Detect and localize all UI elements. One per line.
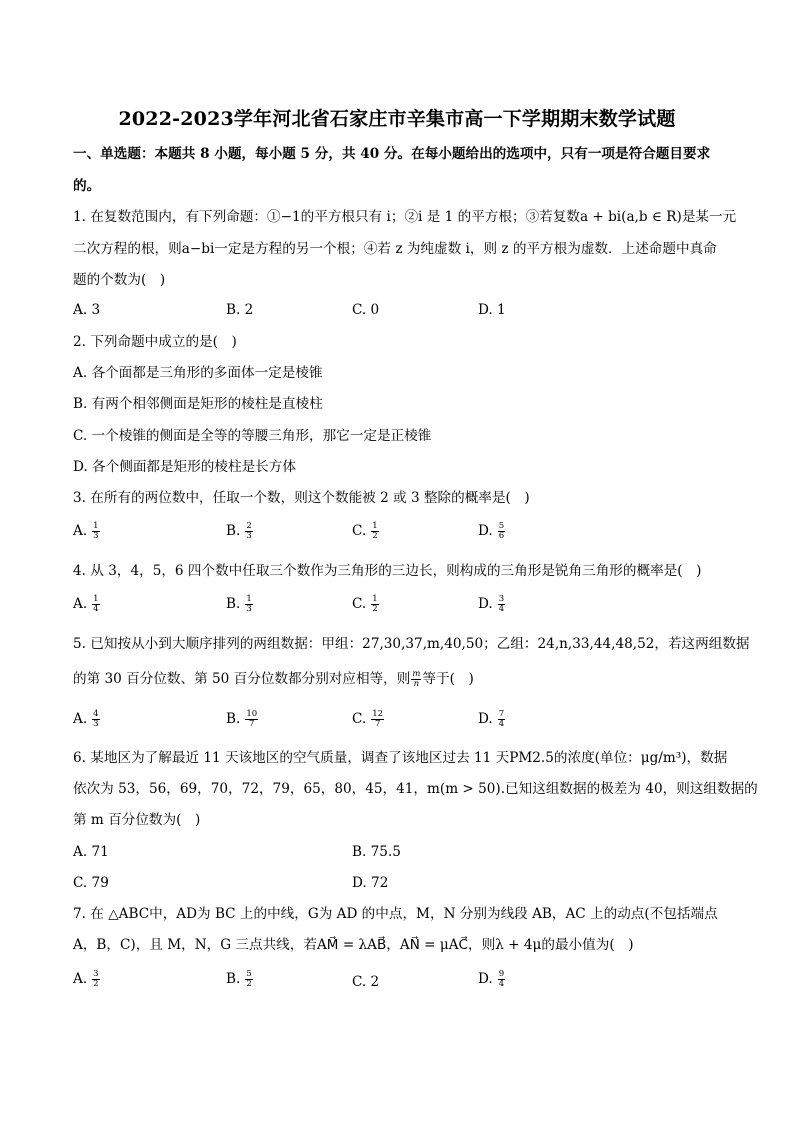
q1-stem-line-1: 1. 在复数范围内，有下列命题：①−1的平方根只有 i；②i 是 1 的平方根；③若复数a + bi(a,b ∈ R)是某一元 <box>73 209 737 225</box>
q1-option-a: A. 3 <box>73 302 101 318</box>
q7-option-a <box>73 970 100 989</box>
fraction-numerator: 10 <box>246 709 258 719</box>
q4-option-a <box>73 595 100 614</box>
option-label: B. <box>226 711 241 727</box>
q5-option-d <box>478 710 505 729</box>
option-label: D. <box>478 523 493 539</box>
q6-option-b: B. 75.5 <box>352 844 401 860</box>
option-label: B. <box>226 596 241 612</box>
option-label: D. <box>478 711 493 727</box>
fraction-numerator: 9 <box>498 969 505 979</box>
option-label: A. <box>73 971 88 987</box>
q5-option-b <box>226 710 258 729</box>
fraction <box>92 522 99 541</box>
q7-stem-line-1: 7. 在 △ABC中，AD为 BC 上的中线，G为 AD 的中点，M，N 分别为线段 AB，AC 上的动点(不包括端点 <box>73 906 718 922</box>
option-label: D. <box>478 596 493 612</box>
fraction-denominator: 6 <box>498 531 505 541</box>
q5-option-a <box>73 710 100 729</box>
q3-option-b <box>226 522 253 541</box>
fraction-numerator: 7 <box>498 709 505 719</box>
q7-option-c: C. 2 <box>352 974 380 990</box>
q3-option-a <box>73 522 100 541</box>
fraction-denominator: 4 <box>498 604 505 614</box>
option-label: A. <box>73 596 88 612</box>
fraction <box>411 670 421 689</box>
fraction-denominator: 7 <box>249 719 255 729</box>
q7-stem-line-2: A，B，C)，且 M，N，G 三点共线，若AM⃗ = λAB⃗，AN⃗ = μAC⃗，则λ + 4μ的最小值为( ) <box>73 937 634 953</box>
fraction <box>371 710 384 729</box>
fraction-numerator: 2 <box>246 521 252 531</box>
option-label: B. <box>226 523 241 539</box>
fraction-numerator: 1 <box>93 521 99 531</box>
q4-option-c <box>352 595 379 614</box>
fraction-denominator: 3 <box>246 604 252 614</box>
fraction-denominator: n <box>413 679 420 689</box>
q5-stem-text-b: 等于( ) <box>422 671 474 687</box>
fraction <box>371 522 378 541</box>
fraction-denominator: 2 <box>372 604 378 614</box>
q4-stem: 4. 从 3，4，5，6 四个数中任取三个数作为三角形的三边长，则构成的三角形是锐角三角形的概率是( ) <box>73 563 702 579</box>
option-label: C. <box>352 711 367 727</box>
q6-option-d: D. 72 <box>352 875 389 891</box>
fraction <box>498 522 505 541</box>
fraction <box>498 970 505 989</box>
section-heading-line-2: 的。 <box>73 178 101 194</box>
page-title: 2022-2023学年河北省石家庄市辛集市高一下学期期末数学试题 <box>118 108 676 130</box>
option-label: C. <box>352 523 367 539</box>
fraction-denominator: 7 <box>374 719 381 729</box>
fraction-numerator: 3 <box>93 969 99 979</box>
fraction <box>498 595 505 614</box>
fraction-numerator: m <box>412 669 421 679</box>
q5-stem-text-a: 的第 30 百分位数、第 50 百分位数都分别对应相等，则 <box>73 671 411 687</box>
q2-option-b: B. 有两个相邻侧面是矩形的棱柱是直棱柱 <box>73 396 323 412</box>
q2-option-d: D. 各个侧面都是矩形的棱柱是长方体 <box>73 459 296 475</box>
fraction-numerator: 4 <box>93 709 99 719</box>
fraction <box>92 970 99 989</box>
section-heading-line-1: 一、单选题：本题共 8 小题，每小题 5 分，共 40 分。在每小题给出的选项中，只有一项是符合题目要求 <box>73 146 711 162</box>
fraction-denominator: 2 <box>93 979 99 989</box>
q7-option-b <box>226 970 253 989</box>
fraction <box>245 970 252 989</box>
q5-stem-line-1: 5. 已知按从小到大顺序排列的两组数据：甲组：27,30,37,m,40,50；乙组：24,n,33,44,48,52，若这两组数据 <box>73 636 750 652</box>
q6-stem-line-2: 依次为 53，56，69，70，72，79，65，80，45，41，m(m > 50).已知这组数据的极差为 40，则这组数据的 <box>73 781 758 797</box>
q1-option-b: B. 2 <box>226 302 254 318</box>
fraction <box>92 595 99 614</box>
q1-option-d: D. 1 <box>478 302 506 318</box>
fraction-numerator: 1 <box>93 594 99 604</box>
q1-stem-line-3: 题的个数为( ) <box>73 272 166 288</box>
q3-option-c <box>352 522 379 541</box>
fraction-numerator: 5 <box>246 969 252 979</box>
q6-option-a: A. 71 <box>73 844 109 860</box>
fraction <box>245 710 258 729</box>
q5-option-c <box>352 710 384 729</box>
fraction <box>371 595 378 614</box>
fraction-numerator: 5 <box>498 521 505 531</box>
option-label: C. <box>352 596 367 612</box>
q1-stem-line-2: 二次方程的根，则a−bi一定是方程的另一个根；④若 z 为纯虚数 i，则 z 的平方根为虚数．上述命题中真命 <box>73 241 717 257</box>
q4-option-d <box>478 595 505 614</box>
fraction-numerator: 1 <box>372 594 378 604</box>
fraction-denominator: 2 <box>246 979 252 989</box>
option-label: A. <box>73 711 88 727</box>
option-label: A. <box>73 523 88 539</box>
fraction-denominator: 3 <box>93 531 99 541</box>
fraction-denominator: 2 <box>372 531 378 541</box>
q3-option-d <box>478 522 505 541</box>
option-label: D. <box>478 971 493 987</box>
fraction <box>245 522 252 541</box>
q6-stem-line-3: 第 m 百分位数为( ) <box>73 812 201 828</box>
fraction-numerator: 1 <box>246 594 252 604</box>
q6-stem-line-1: 6. 某地区为了解最近 11 天该地区的空气质量，调查了该地区过去 11 天PM2.5的浓度(单位：μg/m³)，数据 <box>73 750 728 766</box>
q2-stem: 2. 下列命题中成立的是( ) <box>73 334 237 350</box>
fraction-denominator: 4 <box>93 604 99 614</box>
q7-option-d <box>478 970 505 989</box>
q1-option-c: C. 0 <box>352 302 380 318</box>
fraction-numerator: 1 <box>372 521 378 531</box>
fraction-numerator: 3 <box>498 594 505 604</box>
q2-option-c: C. 一个棱锥的侧面是全等的等腰三角形，那它一定是正棱锥 <box>73 428 432 444</box>
q4-option-b <box>226 595 253 614</box>
fraction <box>92 710 99 729</box>
fraction-denominator: 3 <box>93 719 99 729</box>
fraction-denominator: 3 <box>246 531 252 541</box>
q3-stem: 3. 在所有的两位数中，任取一个数，则这个数能被 2 或 3 整除的概率是( ) <box>73 490 530 506</box>
q6-option-c: C. 79 <box>73 875 109 891</box>
q5-stem-line-2 <box>73 670 725 689</box>
fraction-numerator: 12 <box>372 709 384 719</box>
option-label: B. <box>226 971 241 987</box>
fraction <box>245 595 252 614</box>
fraction <box>498 710 505 729</box>
fraction-denominator: 4 <box>498 719 505 729</box>
fraction-denominator: 4 <box>498 979 505 989</box>
q2-option-a: A. 各个面都是三角形的多面体一定是棱锥 <box>73 365 323 381</box>
